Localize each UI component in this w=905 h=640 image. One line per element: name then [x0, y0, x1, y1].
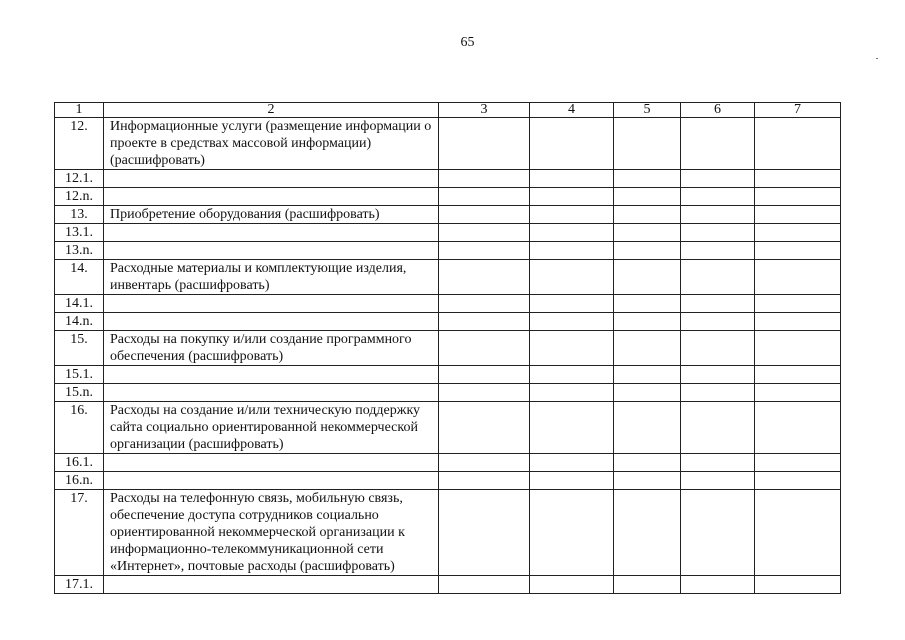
value-cell-col-6 [681, 313, 755, 331]
value-cell-col-7 [755, 402, 841, 454]
row-number-cell: 14.n. [55, 313, 104, 331]
value-cell-col-3 [439, 472, 530, 490]
value-cell-col-3 [439, 384, 530, 402]
value-cell-col-3 [439, 295, 530, 313]
table-header-row [55, 103, 841, 118]
value-cell-col-6 [681, 331, 755, 366]
page-number: 65 [460, 35, 475, 50]
value-cell-col-5 [614, 472, 681, 490]
value-cell-col-7 [755, 384, 841, 402]
value-cell-col-3 [439, 224, 530, 242]
value-cell-col-4 [530, 366, 614, 384]
row-description-cell [104, 384, 439, 402]
row-number-cell: 16.1. [55, 454, 104, 472]
row-description-cell [104, 454, 439, 472]
value-cell-col-6 [681, 490, 755, 576]
row-description-cell [104, 366, 439, 384]
table-row [55, 242, 841, 260]
table-row [55, 402, 841, 454]
row-description-cell [104, 295, 439, 313]
value-cell-col-3 [439, 402, 530, 454]
row-number-cell: 17.1. [55, 576, 104, 594]
row-number-cell: 14. [55, 260, 104, 295]
value-cell-col-4 [530, 224, 614, 242]
value-cell-col-5 [614, 454, 681, 472]
value-cell-col-7 [755, 295, 841, 313]
row-number-cell: 12. [55, 118, 104, 170]
value-cell-col-6 [681, 472, 755, 490]
row-number-cell: 15. [55, 331, 104, 366]
value-cell-col-5 [614, 331, 681, 366]
row-number-cell: 13. [55, 206, 104, 224]
header-cell: 3 [439, 103, 530, 118]
value-cell-col-6 [681, 366, 755, 384]
value-cell-col-5 [614, 384, 681, 402]
value-cell-col-5 [614, 313, 681, 331]
value-cell-col-7 [755, 454, 841, 472]
value-cell-col-6 [681, 118, 755, 170]
row-description-cell [104, 188, 439, 206]
table-row [55, 366, 841, 384]
header-cell: 7 [755, 103, 841, 118]
row-description-cell: Расходы на создание и/или техническую поддержку сайта социально ориентированной некоммерческой организации (расшифровать) [104, 402, 439, 454]
value-cell-col-7 [755, 242, 841, 260]
value-cell-col-5 [614, 366, 681, 384]
value-cell-col-6 [681, 384, 755, 402]
value-cell-col-5 [614, 576, 681, 594]
value-cell-col-4 [530, 206, 614, 224]
value-cell-col-7 [755, 472, 841, 490]
row-number-cell: 13.n. [55, 242, 104, 260]
value-cell-col-6 [681, 206, 755, 224]
value-cell-col-7 [755, 331, 841, 366]
value-cell-col-5 [614, 260, 681, 295]
row-description-cell [104, 242, 439, 260]
value-cell-col-6 [681, 454, 755, 472]
value-cell-col-7 [755, 490, 841, 576]
value-cell-col-5 [614, 224, 681, 242]
value-cell-col-6 [681, 402, 755, 454]
row-number-cell: 12.n. [55, 188, 104, 206]
value-cell-col-6 [681, 242, 755, 260]
value-cell-col-6 [681, 576, 755, 594]
value-cell-col-3 [439, 576, 530, 594]
table-row [55, 224, 841, 242]
value-cell-col-7 [755, 118, 841, 170]
table-row [55, 490, 841, 576]
header-cell: 1 [55, 103, 104, 118]
table-row [55, 260, 841, 295]
row-number-cell: 16.n. [55, 472, 104, 490]
value-cell-col-7 [755, 170, 841, 188]
row-description-cell [104, 224, 439, 242]
value-cell-col-7 [755, 260, 841, 295]
table-row [55, 295, 841, 313]
value-cell-col-4 [530, 384, 614, 402]
scan-speck [876, 58, 878, 59]
value-cell-col-3 [439, 188, 530, 206]
value-cell-col-4 [530, 260, 614, 295]
row-number-cell: 12.1. [55, 170, 104, 188]
value-cell-col-5 [614, 402, 681, 454]
value-cell-col-4 [530, 242, 614, 260]
value-cell-col-7 [755, 224, 841, 242]
value-cell-col-5 [614, 242, 681, 260]
row-number-cell: 16. [55, 402, 104, 454]
row-number-cell: 13.1. [55, 224, 104, 242]
value-cell-col-5 [614, 170, 681, 188]
row-number-cell: 15.n. [55, 384, 104, 402]
value-cell-col-3 [439, 313, 530, 331]
value-cell-col-4 [530, 170, 614, 188]
value-cell-col-7 [755, 576, 841, 594]
value-cell-col-4 [530, 472, 614, 490]
value-cell-col-3 [439, 242, 530, 260]
row-description-cell: Расходные материалы и комплектующие изделия, инвентарь (расшифровать) [104, 260, 439, 295]
value-cell-col-6 [681, 224, 755, 242]
header-cell: 5 [614, 103, 681, 118]
value-cell-col-4 [530, 118, 614, 170]
row-description-cell [104, 576, 439, 594]
value-cell-col-6 [681, 170, 755, 188]
table-row [55, 384, 841, 402]
table-row [55, 313, 841, 331]
value-cell-col-5 [614, 188, 681, 206]
row-description-cell [104, 472, 439, 490]
value-cell-col-6 [681, 260, 755, 295]
row-description-cell: Расходы на телефонную связь, мобильную связь, обеспечение доступа сотрудников социально ориентированной некоммерческой организации к информационно-телекоммуникационной сети «Интернет», почтовые расходы (расшифровать) [104, 490, 439, 576]
value-cell-col-5 [614, 206, 681, 224]
value-cell-col-4 [530, 188, 614, 206]
value-cell-col-4 [530, 490, 614, 576]
header-cell: 4 [530, 103, 614, 118]
row-number-cell: 14.1. [55, 295, 104, 313]
table-row [55, 206, 841, 224]
value-cell-col-4 [530, 576, 614, 594]
value-cell-col-5 [614, 490, 681, 576]
value-cell-col-7 [755, 188, 841, 206]
value-cell-col-6 [681, 295, 755, 313]
value-cell-col-6 [681, 188, 755, 206]
value-cell-col-3 [439, 206, 530, 224]
value-cell-col-4 [530, 454, 614, 472]
value-cell-col-7 [755, 313, 841, 331]
table-row [55, 188, 841, 206]
table-row [55, 118, 841, 170]
value-cell-col-5 [614, 295, 681, 313]
header-cell: 6 [681, 103, 755, 118]
value-cell-col-7 [755, 366, 841, 384]
row-description-cell [104, 170, 439, 188]
row-description-cell [104, 313, 439, 331]
value-cell-col-3 [439, 366, 530, 384]
table-row [55, 331, 841, 366]
table-row [55, 454, 841, 472]
value-cell-col-3 [439, 454, 530, 472]
value-cell-col-3 [439, 490, 530, 576]
value-cell-col-7 [755, 206, 841, 224]
value-cell-col-3 [439, 118, 530, 170]
value-cell-col-3 [439, 260, 530, 295]
value-cell-col-4 [530, 295, 614, 313]
value-cell-col-5 [614, 118, 681, 170]
value-cell-col-3 [439, 170, 530, 188]
row-description-cell: Информационные услуги (размещение информации о проекте в средствах массовой информации) (расшифровать) [104, 118, 439, 170]
row-number-cell: 15.1. [55, 366, 104, 384]
row-description-cell: Расходы на покупку и/или создание программного обеспечения (расшифровать) [104, 331, 439, 366]
value-cell-col-4 [530, 331, 614, 366]
value-cell-col-4 [530, 402, 614, 454]
table-row [55, 170, 841, 188]
value-cell-col-4 [530, 313, 614, 331]
budget-table [54, 102, 841, 594]
value-cell-col-3 [439, 331, 530, 366]
header-cell: 2 [104, 103, 439, 118]
table-row [55, 576, 841, 594]
row-description-cell: Приобретение оборудования (расшифровать) [104, 206, 439, 224]
row-number-cell: 17. [55, 490, 104, 576]
table-row [55, 472, 841, 490]
